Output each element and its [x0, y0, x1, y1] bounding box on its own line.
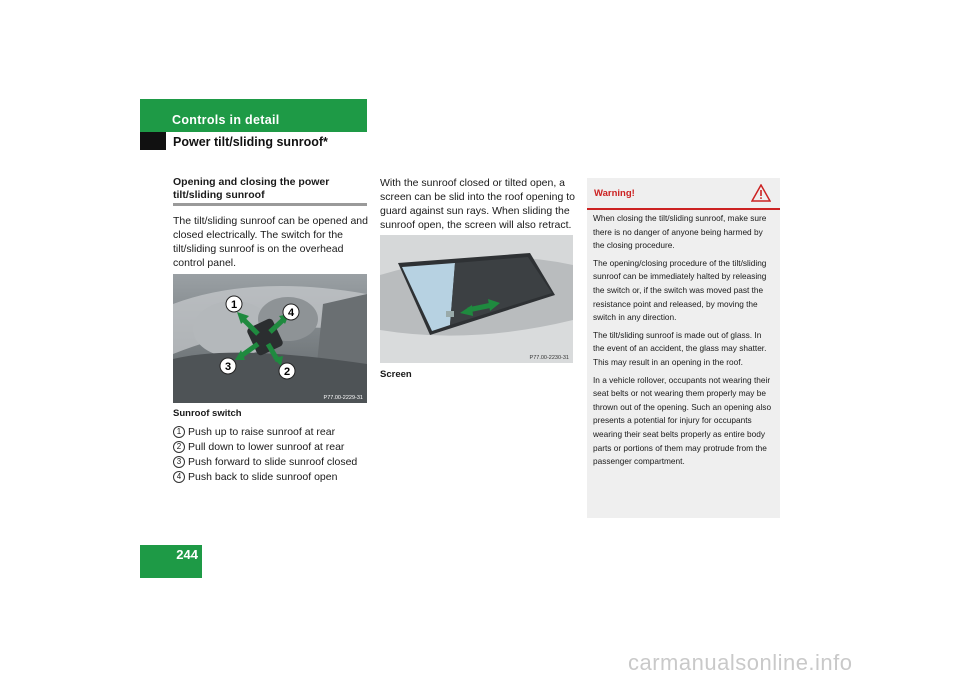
warning-paragraph: In a vehicle rollover, occupants not wearing their seat belts or not wearing them properly may be thrown out of the opening. Such an opening also presents a potential for injury for occupants wearing their seat belts properly as entire body parts or portions of them may protrude from the passenger compartment. [593, 374, 772, 467]
sunroof-switch-photo [173, 274, 367, 403]
item-number: 4 [173, 471, 185, 483]
image-code: P77.00-2229-31 [323, 395, 363, 401]
svg-text:2: 2 [283, 366, 291, 378]
item-text: Push up to raise sunroof at rear [188, 426, 336, 438]
item-number: 2 [173, 441, 185, 453]
list-item [173, 470, 373, 484]
warning-triangle-icon [751, 184, 771, 202]
page-number: 244 [176, 547, 198, 562]
watermark: carmanualsonline.info [628, 650, 853, 675]
svg-text:4: 4 [287, 307, 295, 319]
screen-paragraph: With the sunroof closed or tilted open, a screen can be slid into the roof opening to guard against sun rays. When sliding the sunroof open, the screen will also retract. [380, 177, 575, 231]
photo-caption: Screen [380, 369, 412, 380]
list-item [173, 425, 373, 439]
sunroof-screen-photo [380, 235, 573, 363]
page-subtitle: Power tilt/sliding sunroof* [173, 135, 328, 149]
item-number: 1 [173, 426, 185, 438]
warning-title: Warning! [594, 188, 635, 199]
item-text: Push back to slide sunroof open [188, 471, 338, 483]
list-item [173, 440, 373, 454]
warning-paragraph: The opening/closing procedure of the tilt/sliding sunroof can be immediately halted by releasing the switch or, if the switch was moved past the resistance point and released, by moving the switch in any direction. [593, 257, 767, 323]
photo-caption: Sunroof switch [173, 408, 242, 419]
warning-text [593, 212, 775, 473]
svg-text:1: 1 [230, 299, 238, 311]
section-marker [140, 132, 166, 150]
intro-paragraph: The tilt/sliding sunroof can be opened and closed electrically. The switch for the tilt/sliding sunroof is on the overhead control panel. [173, 215, 368, 269]
warning-paragraph: When closing the tilt/sliding sunroof, make sure there is no danger of anyone being harmed by the closing procedure. [593, 213, 767, 251]
item-text: Push forward to slide sunroof closed [188, 456, 358, 468]
sunroof-heading: Opening and closing the power tilt/sliding sunroof [173, 176, 330, 201]
warning-paragraph: The tilt/sliding sunroof is made out of glass. In the event of an accident, the glass may shatter. This may result in an opening in the roof. [593, 329, 767, 367]
image-code: P77.00-2230-31 [529, 355, 569, 361]
switch-function-list [173, 425, 373, 485]
warning-divider [587, 208, 780, 210]
list-item [173, 455, 373, 469]
item-number: 3 [173, 456, 185, 468]
section-title: Controls in detail [172, 113, 280, 127]
heading-divider [173, 203, 367, 206]
item-text: Pull down to lower sunroof at rear [188, 441, 345, 453]
svg-text:3: 3 [224, 361, 232, 373]
